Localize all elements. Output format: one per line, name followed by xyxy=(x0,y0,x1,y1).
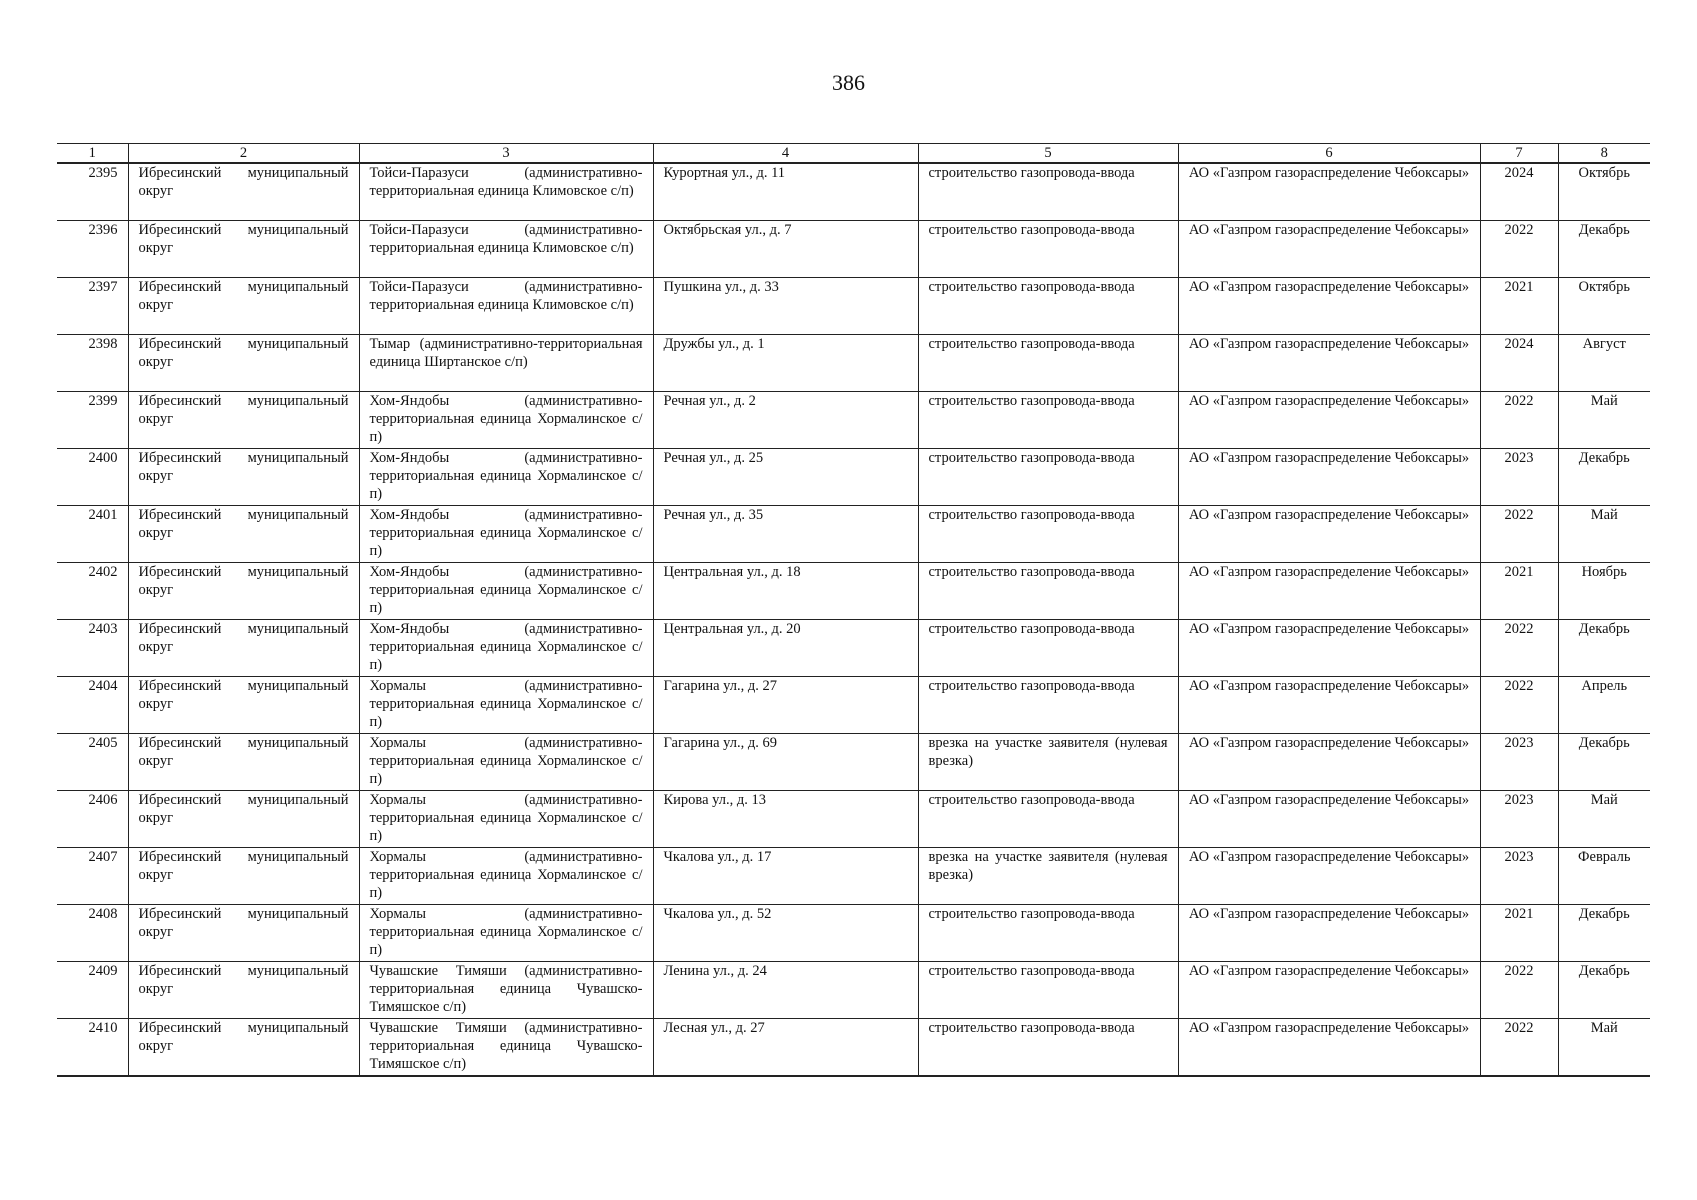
header-row xyxy=(57,144,1650,164)
district-cell: Ибресинский муниципальный округ xyxy=(128,392,359,449)
year-cell: 2021 xyxy=(1480,563,1558,620)
gasification-table xyxy=(57,143,1650,1077)
year-cell: 2024 xyxy=(1480,163,1558,221)
row-number-cell: 2408 xyxy=(57,905,128,962)
month-cell: Апрель xyxy=(1558,677,1650,734)
table-row xyxy=(57,962,1650,1019)
table-row xyxy=(57,677,1650,734)
year-cell: 2022 xyxy=(1480,506,1558,563)
settlement-cell: Тойси-Паразуси (административно-территориальная единица Климовское с/п) xyxy=(359,221,653,278)
district-cell: Ибресинский муниципальный округ xyxy=(128,221,359,278)
organization-cell: АО «Газпром газораспределение Чебоксары» xyxy=(1178,1019,1480,1077)
row-number-cell: 2407 xyxy=(57,848,128,905)
organization-cell: АО «Газпром газораспределение Чебоксары» xyxy=(1178,278,1480,335)
month-cell: Декабрь xyxy=(1558,221,1650,278)
year-cell: 2022 xyxy=(1480,221,1558,278)
column-header: 8 xyxy=(1558,144,1650,164)
settlement-cell: Хормалы (административно-территориальная единица Хормалинское с/п) xyxy=(359,734,653,791)
address-cell: Октябрьская ул., д. 7 xyxy=(653,221,918,278)
work-type-cell: строительство газопровода-ввода xyxy=(918,449,1178,506)
address-cell: Центральная ул., д. 18 xyxy=(653,563,918,620)
table-row xyxy=(57,278,1650,335)
district-cell: Ибресинский муниципальный округ xyxy=(128,677,359,734)
settlement-cell: Хормалы (административно-территориальная единица Хормалинское с/п) xyxy=(359,677,653,734)
row-number-cell: 2398 xyxy=(57,335,128,392)
month-cell: Август xyxy=(1558,335,1650,392)
month-cell: Май xyxy=(1558,791,1650,848)
row-number-cell: 2410 xyxy=(57,1019,128,1077)
work-type-cell: строительство газопровода-ввода xyxy=(918,563,1178,620)
district-cell: Ибресинский муниципальный округ xyxy=(128,734,359,791)
row-number-cell: 2409 xyxy=(57,962,128,1019)
row-number-cell: 2397 xyxy=(57,278,128,335)
work-type-cell: строительство газопровода-ввода xyxy=(918,335,1178,392)
month-cell: Декабрь xyxy=(1558,734,1650,791)
organization-cell: АО «Газпром газораспределение Чебоксары» xyxy=(1178,335,1480,392)
row-number-cell: 2400 xyxy=(57,449,128,506)
month-cell: Ноябрь xyxy=(1558,563,1650,620)
address-cell: Речная ул., д. 35 xyxy=(653,506,918,563)
organization-cell: АО «Газпром газораспределение Чебоксары» xyxy=(1178,506,1480,563)
address-cell: Речная ул., д. 2 xyxy=(653,392,918,449)
table-row xyxy=(57,848,1650,905)
page-number: 386 xyxy=(832,70,865,95)
month-cell: Февраль xyxy=(1558,848,1650,905)
district-cell: Ибресинский муниципальный округ xyxy=(128,620,359,677)
work-type-cell: врезка на участке заявителя (нулевая врезка) xyxy=(918,848,1178,905)
year-cell: 2021 xyxy=(1480,278,1558,335)
month-cell: Декабрь xyxy=(1558,620,1650,677)
row-number-cell: 2404 xyxy=(57,677,128,734)
year-cell: 2024 xyxy=(1480,335,1558,392)
district-cell: Ибресинский муниципальный округ xyxy=(128,563,359,620)
address-cell: Чкалова ул., д. 17 xyxy=(653,848,918,905)
year-cell: 2022 xyxy=(1480,620,1558,677)
month-cell: Декабрь xyxy=(1558,449,1650,506)
table-body xyxy=(57,163,1650,1076)
settlement-cell: Хом-Яндобы (административно-территориальная единица Хормалинское с/п) xyxy=(359,563,653,620)
organization-cell: АО «Газпром газораспределение Чебоксары» xyxy=(1178,392,1480,449)
work-type-cell: строительство газопровода-ввода xyxy=(918,392,1178,449)
address-cell: Пушкина ул., д. 33 xyxy=(653,278,918,335)
column-header: 3 xyxy=(359,144,653,164)
district-cell: Ибресинский муниципальный округ xyxy=(128,163,359,221)
address-cell: Чкалова ул., д. 52 xyxy=(653,905,918,962)
district-cell: Ибресинский муниципальный округ xyxy=(128,335,359,392)
organization-cell: АО «Газпром газораспределение Чебоксары» xyxy=(1178,848,1480,905)
district-cell: Ибресинский муниципальный округ xyxy=(128,1019,359,1077)
table-row xyxy=(57,449,1650,506)
row-number-cell: 2403 xyxy=(57,620,128,677)
organization-cell: АО «Газпром газораспределение Чебоксары» xyxy=(1178,620,1480,677)
column-header: 5 xyxy=(918,144,1178,164)
district-cell: Ибресинский муниципальный округ xyxy=(128,791,359,848)
month-cell: Октябрь xyxy=(1558,163,1650,221)
month-cell: Май xyxy=(1558,506,1650,563)
column-header: 6 xyxy=(1178,144,1480,164)
table-row xyxy=(57,163,1650,221)
settlement-cell: Хормалы (административно-территориальная единица Хормалинское с/п) xyxy=(359,905,653,962)
year-cell: 2022 xyxy=(1480,677,1558,734)
address-cell: Курортная ул., д. 11 xyxy=(653,163,918,221)
district-cell: Ибресинский муниципальный округ xyxy=(128,962,359,1019)
table-row xyxy=(57,506,1650,563)
month-cell: Октябрь xyxy=(1558,278,1650,335)
organization-cell: АО «Газпром газораспределение Чебоксары» xyxy=(1178,449,1480,506)
work-type-cell: строительство газопровода-ввода xyxy=(918,905,1178,962)
column-header: 2 xyxy=(128,144,359,164)
district-cell: Ибресинский муниципальный округ xyxy=(128,506,359,563)
organization-cell: АО «Газпром газораспределение Чебоксары» xyxy=(1178,734,1480,791)
organization-cell: АО «Газпром газораспределение Чебоксары» xyxy=(1178,791,1480,848)
work-type-cell: строительство газопровода-ввода xyxy=(918,620,1178,677)
year-cell: 2023 xyxy=(1480,791,1558,848)
year-cell: 2022 xyxy=(1480,962,1558,1019)
table-row xyxy=(57,335,1650,392)
district-cell: Ибресинский муниципальный округ xyxy=(128,848,359,905)
settlement-cell: Хом-Яндобы (административно-территориальная единица Хормалинское с/п) xyxy=(359,449,653,506)
work-type-cell: строительство газопровода-ввода xyxy=(918,278,1178,335)
year-cell: 2022 xyxy=(1480,392,1558,449)
district-cell: Ибресинский муниципальный округ xyxy=(128,278,359,335)
column-header: 4 xyxy=(653,144,918,164)
address-cell: Ленина ул., д. 24 xyxy=(653,962,918,1019)
work-type-cell: строительство газопровода-ввода xyxy=(918,163,1178,221)
row-number-cell: 2406 xyxy=(57,791,128,848)
table-row xyxy=(57,905,1650,962)
address-cell: Речная ул., д. 25 xyxy=(653,449,918,506)
settlement-cell: Хормалы (административно-территориальная единица Хормалинское с/п) xyxy=(359,848,653,905)
row-number-cell: 2402 xyxy=(57,563,128,620)
settlement-cell: Чувашские Тимяши (административно-территориальная единица Чувашско-Тимяшское с/п) xyxy=(359,962,653,1019)
work-type-cell: строительство газопровода-ввода xyxy=(918,677,1178,734)
address-cell: Центральная ул., д. 20 xyxy=(653,620,918,677)
district-cell: Ибресинский муниципальный округ xyxy=(128,905,359,962)
year-cell: 2022 xyxy=(1480,1019,1558,1077)
table-row xyxy=(57,620,1650,677)
work-type-cell: строительство газопровода-ввода xyxy=(918,791,1178,848)
work-type-cell: строительство газопровода-ввода xyxy=(918,1019,1178,1077)
work-type-cell: врезка на участке заявителя (нулевая врезка) xyxy=(918,734,1178,791)
settlement-cell: Тойси-Паразуси (административно-территориальная единица Климовское с/п) xyxy=(359,278,653,335)
organization-cell: АО «Газпром газораспределение Чебоксары» xyxy=(1178,163,1480,221)
settlement-cell: Тымар (административно-территориальная единица Ширтанское с/п) xyxy=(359,335,653,392)
year-cell: 2021 xyxy=(1480,905,1558,962)
row-number-cell: 2395 xyxy=(57,163,128,221)
settlement-cell: Хормалы (административно-территориальная единица Хормалинское с/п) xyxy=(359,791,653,848)
organization-cell: АО «Газпром газораспределение Чебоксары» xyxy=(1178,962,1480,1019)
table-row xyxy=(57,392,1650,449)
settlement-cell: Чувашские Тимяши (административно-территориальная единица Чувашско-Тимяшское с/п) xyxy=(359,1019,653,1077)
table-row xyxy=(57,734,1650,791)
settlement-cell: Хом-Яндобы (административно-территориальная единица Хормалинское с/п) xyxy=(359,506,653,563)
table-row xyxy=(57,791,1650,848)
year-cell: 2023 xyxy=(1480,449,1558,506)
settlement-cell: Хом-Яндобы (административно-территориальная единица Хормалинское с/п) xyxy=(359,620,653,677)
row-number-cell: 2396 xyxy=(57,221,128,278)
month-cell: Май xyxy=(1558,1019,1650,1077)
address-cell: Кирова ул., д. 13 xyxy=(653,791,918,848)
row-number-cell: 2399 xyxy=(57,392,128,449)
organization-cell: АО «Газпром газораспределение Чебоксары» xyxy=(1178,221,1480,278)
column-header: 1 xyxy=(57,144,128,164)
address-cell: Гагарина ул., д. 27 xyxy=(653,677,918,734)
year-cell: 2023 xyxy=(1480,848,1558,905)
table-row xyxy=(57,1019,1650,1077)
settlement-cell: Хом-Яндобы (административно-территориальная единица Хормалинское с/п) xyxy=(359,392,653,449)
column-header: 7 xyxy=(1480,144,1558,164)
work-type-cell: строительство газопровода-ввода xyxy=(918,506,1178,563)
month-cell: Декабрь xyxy=(1558,905,1650,962)
month-cell: Май xyxy=(1558,392,1650,449)
organization-cell: АО «Газпром газораспределение Чебоксары» xyxy=(1178,677,1480,734)
work-type-cell: строительство газопровода-ввода xyxy=(918,962,1178,1019)
year-cell: 2023 xyxy=(1480,734,1558,791)
organization-cell: АО «Газпром газораспределение Чебоксары» xyxy=(1178,905,1480,962)
address-cell: Лесная ул., д. 27 xyxy=(653,1019,918,1077)
table-row xyxy=(57,221,1650,278)
month-cell: Декабрь xyxy=(1558,962,1650,1019)
row-number-cell: 2405 xyxy=(57,734,128,791)
work-type-cell: строительство газопровода-ввода xyxy=(918,221,1178,278)
table-row xyxy=(57,563,1650,620)
settlement-cell: Тойси-Паразуси (административно-территориальная единица Климовское с/п) xyxy=(359,163,653,221)
address-cell: Дружбы ул., д. 1 xyxy=(653,335,918,392)
row-number-cell: 2401 xyxy=(57,506,128,563)
district-cell: Ибресинский муниципальный округ xyxy=(128,449,359,506)
organization-cell: АО «Газпром газораспределение Чебоксары» xyxy=(1178,563,1480,620)
address-cell: Гагарина ул., д. 69 xyxy=(653,734,918,791)
